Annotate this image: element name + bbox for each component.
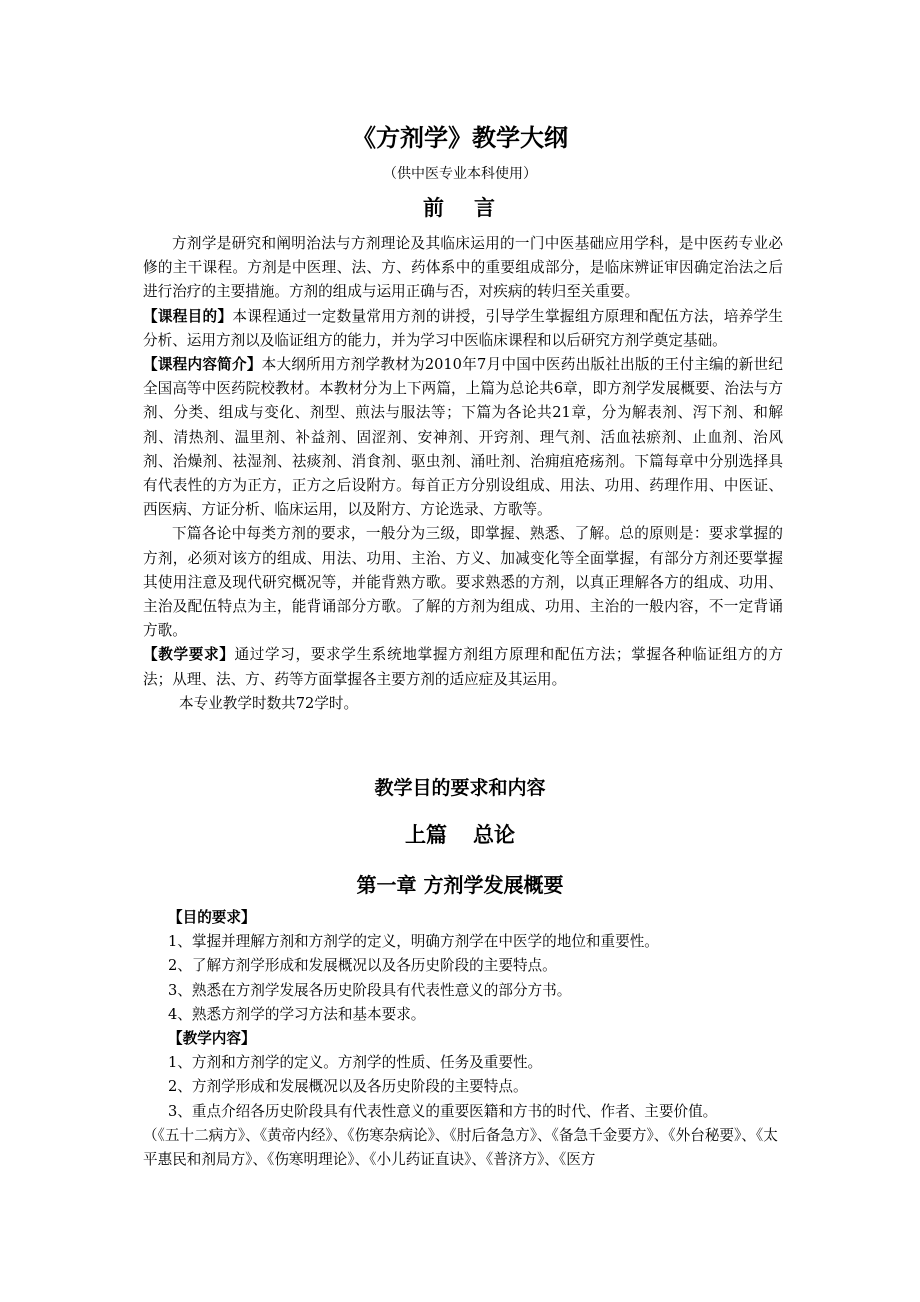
teaching-hours: 本专业教学时数共72学时。: [179, 694, 359, 712]
goal-item: 1、掌握并理解方剂和方剂学的定义，明确方剂学在中医学的地位和重要性。: [168, 933, 659, 951]
requirement-levels: 下篇各论中每类方剂的要求，一般分为三级，即掌握、熟悉、了解。总的原则是：要求掌握的方剂，必须对该方的组成、用法、功用、主治、方义、加减变化等全面掌握，有部分方剂还要掌握其使用注意及现代研究概况等，并能背熟方歌。要求熟悉的方剂，以真正理解各方的组成、功用、主治及配伍特点为主，能背诵部分方歌。了解的方剂为组成、功用、主治的一般内容，不一定背诵方歌。: [143, 525, 783, 640]
chapter-heading: 第一章 方剂学发展概要: [356, 873, 564, 897]
course-content: [143, 353, 783, 522]
teaching-requirement-label: 【教学要求】: [143, 646, 235, 664]
preface-heading-left: 前: [423, 196, 446, 220]
content-item: 2、方剂学形成和发展概况以及各历史阶段的主要特点。: [168, 1078, 528, 1096]
chapter1-body: [143, 906, 783, 1172]
part-heading-right: 总论: [473, 823, 515, 847]
course-objective-text: 本课程通过一定数量常用方剂的讲授，引导学生掌握组方原理和配伍方法，培养学生分析、运用方剂以及临证组方的能力，并为学习中医临床课程和以后研究方剂学奠定基础。: [143, 307, 783, 349]
preface-body: [143, 232, 783, 716]
content-item: 3、重点介绍各历史阶段具有代表性意义的重要医籍和方书的时代、作者、主要价值。: [168, 1102, 718, 1120]
preface-intro: 方剂学是研究和阐明治法与方剂理论及其临床运用的一门中医基础应用学科，是中医药专业必修的主干课程。方剂是中医理、法、方、药体系中的重要组成部分，是临床辨证审因确定治法之后进行治疗的主要措施。方剂的组成与运用正确与否，对疾病的转归至关重要。: [143, 235, 783, 301]
content-label: 【教学内容】: [168, 1030, 256, 1048]
document-title: 《方剂学》教学大纲: [352, 124, 568, 152]
goal-item: 3、熟悉在方剂学发展各历史阶段具有代表性意义的部分方书。: [168, 981, 572, 999]
goals-label: 【目的要求】: [168, 909, 256, 926]
goal-item: 4、熟悉方剂学的学习方法和基本要求。: [168, 1005, 426, 1023]
preface-heading: [0, 192, 920, 222]
part-heading: [0, 819, 920, 849]
course-objective-label: 【课程目的】: [143, 307, 233, 325]
course-content-text: 本大纲所用方剂学教材为2010年7月中国中医药出版社出版的王付主编的新世纪全国高等中医药院校教材。本教材分为上下两篇，上篇为总论共6章，即方剂学发展概要、治法与方剂、分类、组成与变化、剂型、煎法与服法等；下篇为各论共21章，分为解表剂、泻下剂、和解剂、清热剂、温里剂、补益剂、固涩剂、安神剂、开窍剂、理气剂、活血祛瘀剂、止血剂、治风剂、治燥剂、祛湿剂、祛痰剂、消食剂、驱虫剂、涌吐剂、治痈疽疮疡剂。下篇每章中分别选择具有代表性的方为正方，正方之后设附方。每首正方分别设组成、用法、功用、药理作用、中医证、西医病、方证分析、临床运用，以及附方、方论选录、方歌等。: [143, 356, 783, 519]
section-heading: 教学目的要求和内容: [374, 777, 546, 799]
course-objective: [143, 305, 783, 353]
course-content-label: 【课程内容简介】: [143, 356, 262, 374]
content-item: 1、方剂和方剂学的定义。方剂学的性质、任务及重要性。: [168, 1054, 543, 1072]
part-heading-left: 上篇: [405, 823, 447, 847]
document-subtitle: （供中医专业本科使用）: [383, 166, 537, 182]
teaching-requirement-text: 通过学习，要求学生系统地掌握方剂组方原理和配伍方法；掌握各种临证组方的方法；从理、法、方、药等方面掌握各主要方剂的适应症及其运用。: [143, 646, 783, 688]
preface-heading-right: 言: [474, 196, 497, 220]
goal-item: 2、了解方剂学形成和发展概况以及各历史阶段的主要特点。: [168, 957, 557, 975]
books-list: （《五十二病方》、《黄帝内经》、《伤寒杂病论》、《肘后备急方》、《备急千金要方》、《外台秘要》、《太平惠民和剂局方》、《伤寒明理论》、《小儿药证直诀》、《普济方》、《医方: [143, 1126, 778, 1169]
teaching-requirement: [143, 643, 783, 691]
